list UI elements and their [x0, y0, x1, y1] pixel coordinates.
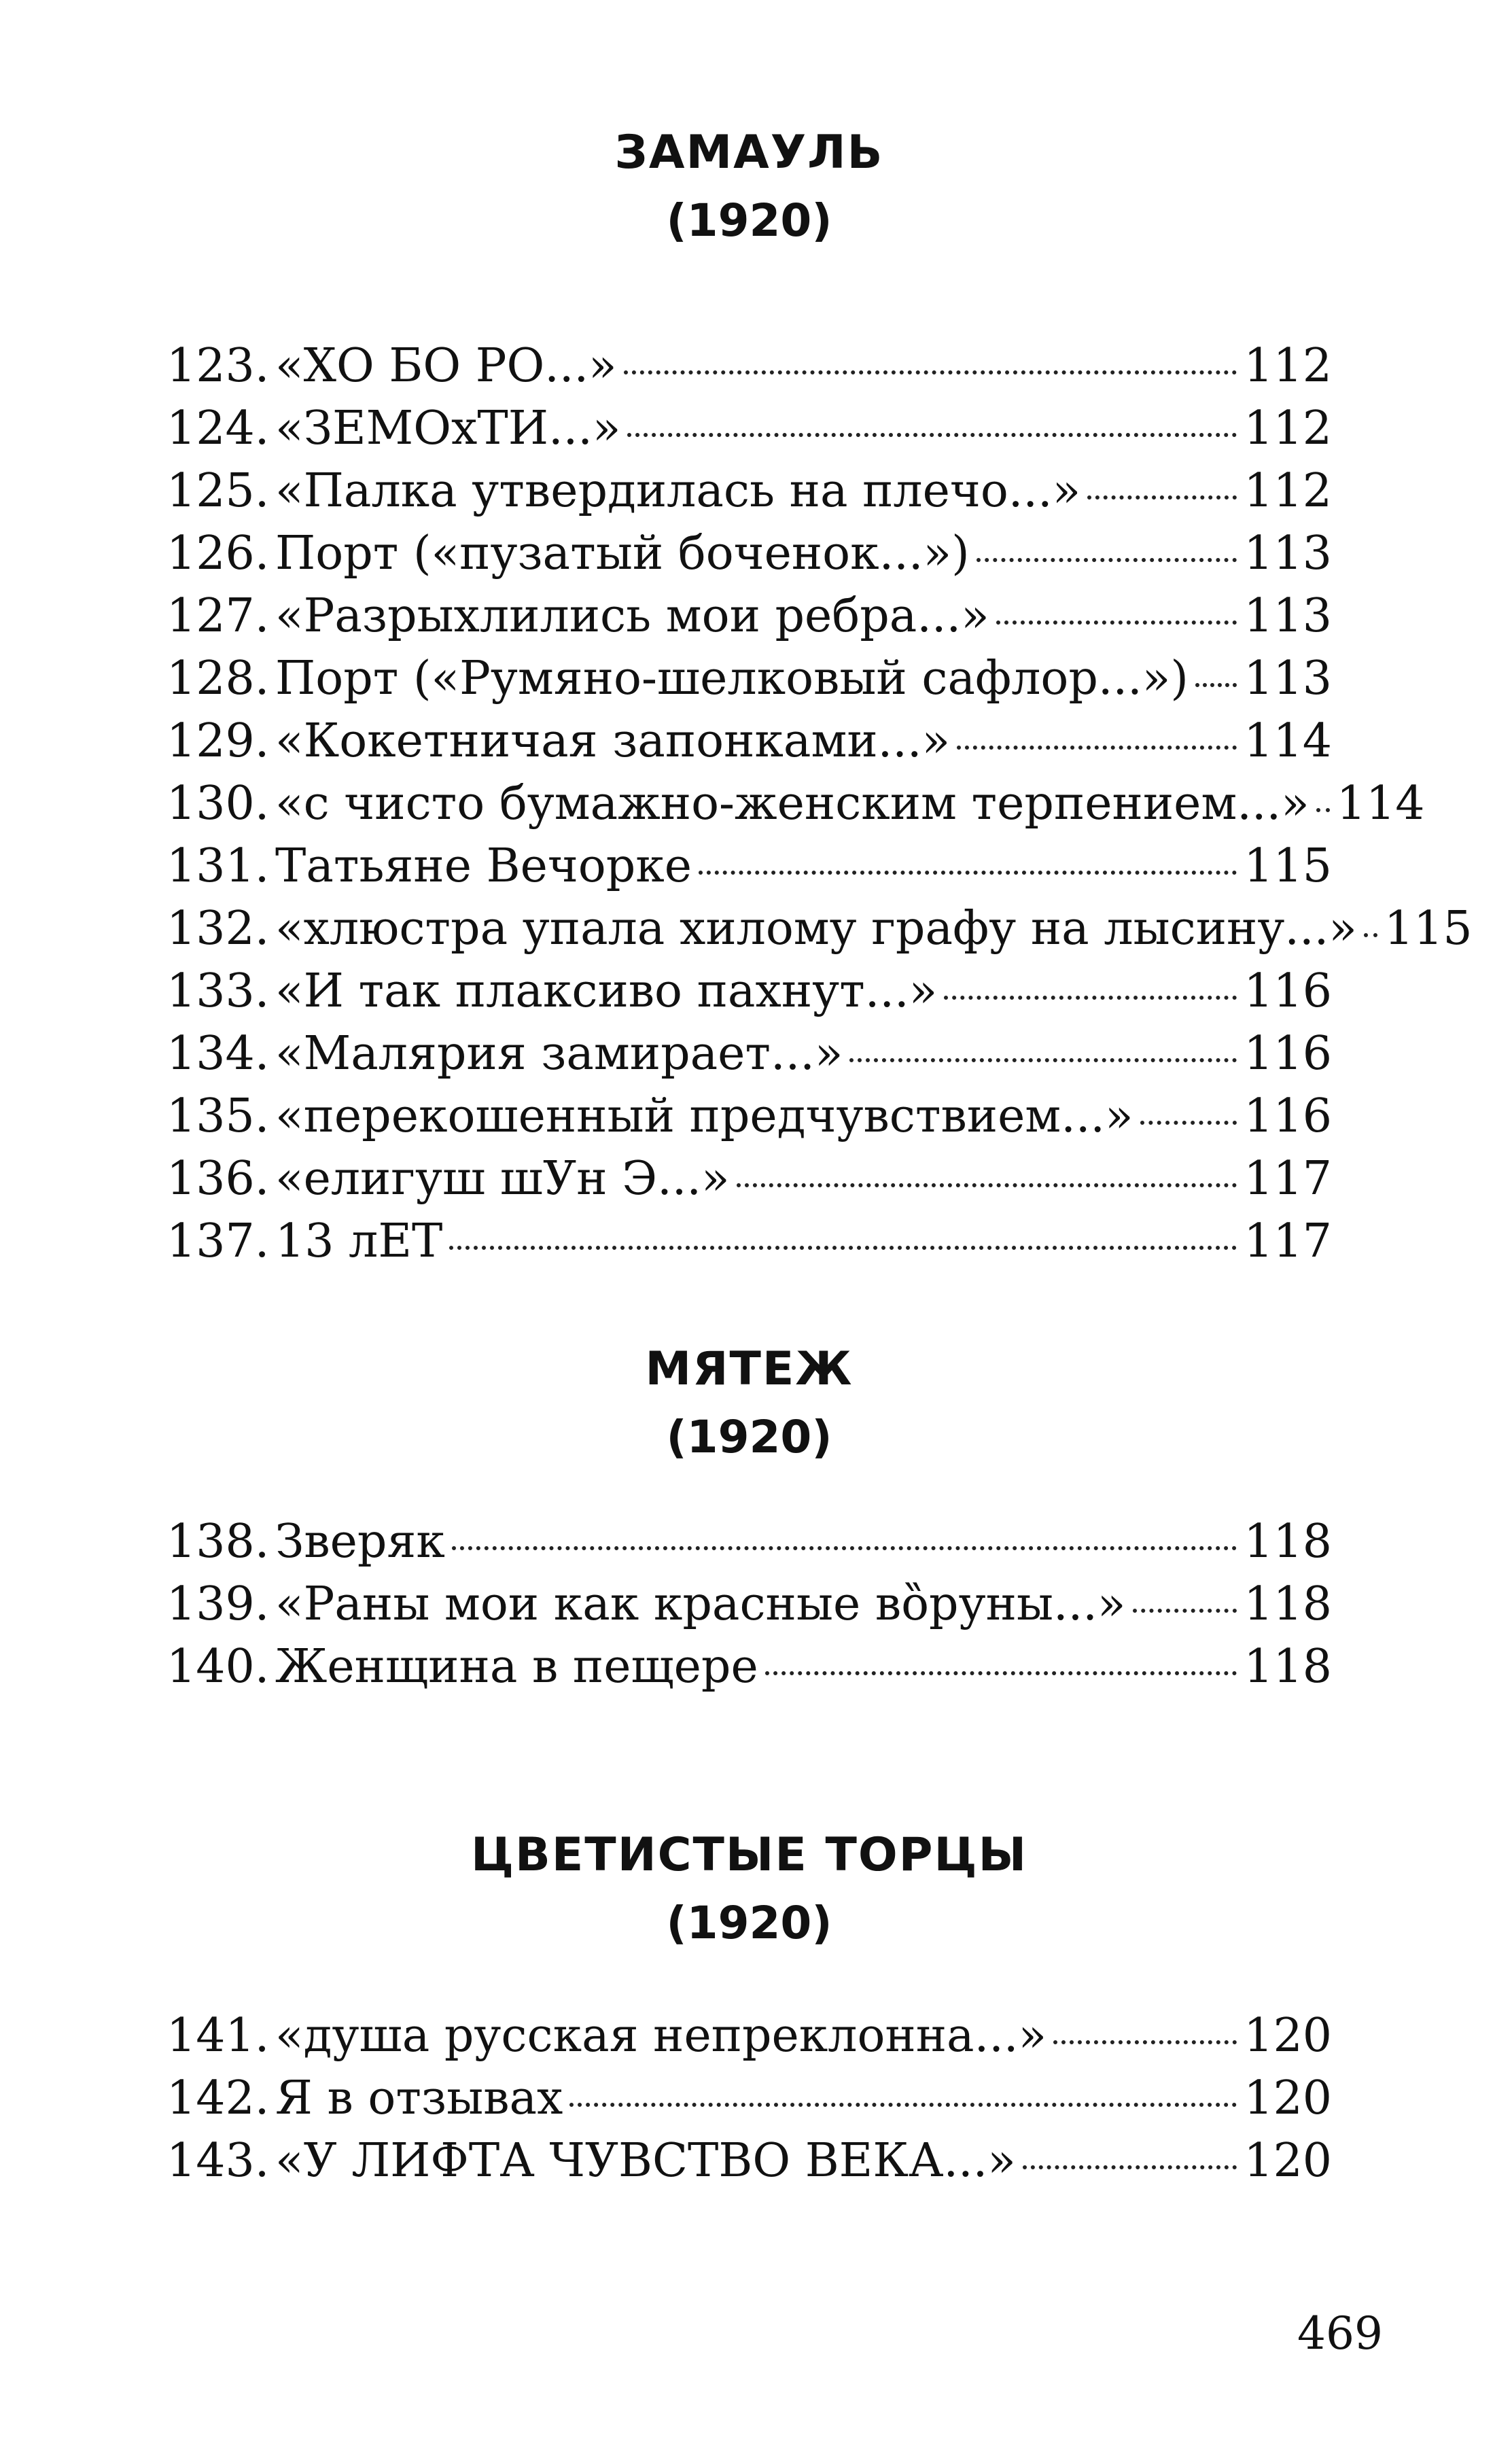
dot-leader — [849, 1058, 1237, 1062]
entry-title: Порт («пузатый боченок...») — [275, 527, 970, 580]
entry-page: 116 — [1244, 964, 1332, 1018]
entry-page: 114 — [1244, 714, 1332, 768]
entry-page: 116 — [1244, 1027, 1332, 1081]
entry-title: «с чисто бумажно-женским терпением...» — [275, 777, 1309, 830]
dot-leader — [1133, 1609, 1237, 1613]
entry-number: 138. — [166, 1515, 270, 1569]
dot-leader — [996, 620, 1237, 625]
entry-page: 118 — [1244, 1640, 1332, 1694]
dot-leader — [1053, 2040, 1237, 2044]
entry-title: Зверяк — [275, 1515, 445, 1569]
toc-list — [166, 335, 1473, 1273]
toc-entry — [166, 585, 1332, 648]
entry-number: 133. — [166, 964, 270, 1018]
dot-leader — [624, 370, 1237, 374]
entry-title: Порт («Румяно-шелковый сафлор...») — [275, 652, 1189, 705]
entry-number: 132. — [166, 902, 270, 956]
entry-page: 120 — [1244, 2071, 1332, 2125]
dot-leader — [1316, 808, 1330, 812]
entry-title: «елигуш шУн Э...» — [275, 1152, 730, 1206]
entry-number: 124. — [166, 402, 270, 455]
section-heading: ЗАМАУЛЬ — [614, 126, 884, 179]
section-year: (1920) — [666, 1897, 832, 1949]
entry-number: 129. — [166, 714, 270, 768]
entry-number: 126. — [166, 527, 270, 580]
entry-number: 143. — [166, 2134, 270, 2188]
toc-list — [166, 2005, 1332, 2192]
entry-page: 115 — [1384, 902, 1473, 956]
toc-entry — [166, 710, 1332, 773]
entry-page: 113 — [1244, 652, 1332, 705]
entry-number: 139. — [166, 1577, 270, 1631]
toc-entry — [166, 1085, 1332, 1148]
dot-leader — [569, 2103, 1237, 2107]
entry-title: Татьяне Вечорке — [275, 839, 692, 893]
section-heading: ЦВЕТИСТЫЕ ТОРЦЫ — [470, 1828, 1028, 1882]
entry-title: «Разрыхлились мои ребра...» — [275, 589, 989, 643]
entry-page: 120 — [1244, 2009, 1332, 2063]
entry-number: 142. — [166, 2071, 270, 2125]
dot-leader — [957, 746, 1237, 750]
entry-number: 141. — [166, 2009, 270, 2063]
dot-leader — [1195, 683, 1237, 687]
entry-title: «У ЛИФТА ЧУВСТВО ВЕКА...» — [275, 2134, 1016, 2188]
entry-page: 113 — [1244, 527, 1332, 580]
toc-entry — [166, 2005, 1332, 2067]
entry-page: 120 — [1244, 2134, 1332, 2188]
toc-entry — [166, 1511, 1332, 1573]
dot-leader — [449, 1246, 1237, 1250]
entry-title: «душа русская непреклонна...» — [275, 2009, 1047, 2063]
toc-section-myatezh — [166, 1335, 1332, 1698]
entry-title: «Кокетничая запонками...» — [275, 714, 951, 768]
toc-entry — [166, 898, 1473, 960]
entry-number: 135. — [166, 1089, 270, 1143]
entry-title: «ХО БО РО...» — [275, 339, 617, 393]
entry-title: 13 лЕТ — [275, 1214, 443, 1268]
toc-entry — [166, 460, 1332, 523]
dot-leader — [627, 433, 1237, 437]
page-number: 469 — [1297, 2307, 1383, 2360]
toc-entry — [166, 960, 1332, 1023]
dot-leader — [699, 871, 1237, 875]
toc-entry — [166, 1210, 1332, 1273]
toc-entry — [166, 398, 1332, 460]
entry-title: «Палка утвердилась на плечо...» — [275, 464, 1081, 518]
toc-entry — [166, 1148, 1332, 1210]
entry-title: Женщина в пещере — [275, 1640, 758, 1694]
entry-number: 140. — [166, 1640, 270, 1694]
entry-title: «ЗЕМОхТИ...» — [275, 402, 621, 455]
dot-leader — [1087, 495, 1237, 500]
entry-title: «перекошенный предчувствием...» — [275, 1089, 1133, 1143]
toc-section-tsvetistye-tortsy — [166, 1821, 1332, 2192]
entry-page: 112 — [1244, 339, 1332, 393]
entry-number: 123. — [166, 339, 270, 393]
entry-page: 116 — [1244, 1089, 1332, 1143]
entry-number: 127. — [166, 589, 270, 643]
entry-page: 118 — [1244, 1515, 1332, 1569]
toc-entry — [166, 773, 1425, 835]
toc-entry — [166, 523, 1332, 585]
entry-title: Я в отзывах — [275, 2071, 563, 2125]
dot-leader — [737, 1183, 1237, 1187]
entry-page: 115 — [1244, 839, 1332, 893]
toc-entry — [166, 2130, 1332, 2192]
entry-title: «Раны мои как красные вȍруны...» — [275, 1577, 1126, 1631]
entry-number: 131. — [166, 839, 270, 893]
entry-number: 134. — [166, 1027, 270, 1081]
entry-number: 137. — [166, 1214, 270, 1268]
toc-list — [166, 1511, 1332, 1698]
entry-number: 130. — [166, 777, 270, 830]
entry-title: «И так плаксиво пахнут...» — [275, 964, 938, 1018]
toc-entry — [166, 335, 1332, 398]
entry-page: 118 — [1244, 1577, 1332, 1631]
dot-leader — [1023, 2165, 1237, 2169]
section-year: (1920) — [666, 194, 832, 247]
section-heading: МЯТЕЖ — [645, 1342, 854, 1396]
toc-entry — [166, 648, 1332, 710]
section-year: (1920) — [666, 1411, 832, 1463]
entry-page: 112 — [1244, 402, 1332, 455]
entry-page: 117 — [1244, 1214, 1332, 1268]
entry-page: 114 — [1336, 777, 1425, 830]
entry-number: 136. — [166, 1152, 270, 1206]
toc-entry — [166, 1023, 1332, 1085]
dot-leader — [765, 1671, 1237, 1675]
toc-section-zamaul — [166, 119, 1473, 1273]
dot-leader — [452, 1546, 1237, 1550]
dot-leader — [977, 558, 1237, 562]
entry-title: «хлюстра упала хилому графу на лысину...» — [275, 902, 1357, 956]
toc-entry — [166, 2067, 1332, 2130]
toc-entry — [166, 1636, 1332, 1698]
entry-page: 112 — [1244, 464, 1332, 518]
entry-number: 128. — [166, 652, 270, 705]
entry-page: 113 — [1244, 589, 1332, 643]
dot-leader — [944, 996, 1237, 1000]
toc-entry — [166, 835, 1332, 898]
entry-title: «Малярия замирает...» — [275, 1027, 843, 1081]
entry-number: 125. — [166, 464, 270, 518]
dot-leader — [1140, 1121, 1237, 1125]
dot-leader — [1364, 933, 1377, 937]
toc-entry — [166, 1573, 1332, 1636]
entry-page: 117 — [1244, 1152, 1332, 1206]
